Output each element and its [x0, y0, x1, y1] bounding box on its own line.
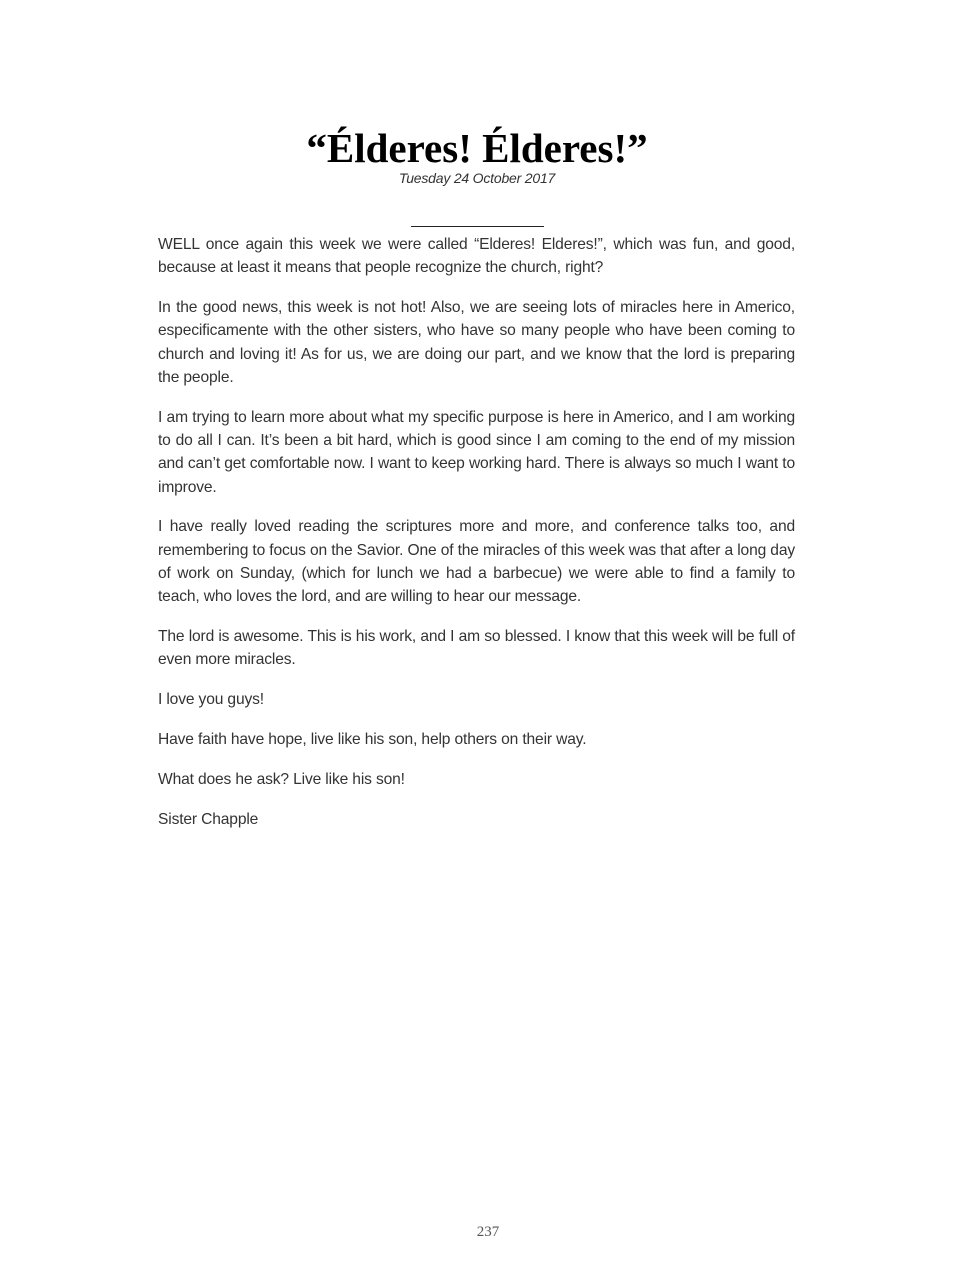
paragraph: I love you guys! — [158, 691, 264, 709]
paragraph: I am trying to learn more about what my specific purpose is here in Americo, and I am working to do all I can. It’s been a bit hard, which is good since I am coming to the end of my mission and can’t get comfortable now. I want to keep working hard. There is always so much I want to improve. — [158, 408, 795, 496]
signature: Sister Chapple — [158, 810, 259, 828]
paragraph: I have really loved reading the scriptures more and more, and conference talks too, and remembering to focus on the Savior. One of the miracles of this week was that after a long day of work on Sunday, (which for lunch we had a barbecue) we were able to find a family to teach, who loves the lord, and are willing to hear our message. — [158, 518, 795, 606]
paragraph: What does he ask? Live like his son! — [158, 770, 405, 788]
letter-body — [158, 233, 795, 847]
paragraph: In the good news, this week is not hot! Also, we are seeing lots of miracles here in Americo, especificamente with the other sisters, who have so many people who have been coming to church and loving it! As for us, we are doing our part, and we know that the lord is preparing the people. — [158, 299, 795, 386]
paragraph: The lord is awesome. This is his work, and I am so blessed. I know that this week will be full of even more miracles. — [158, 628, 795, 669]
paragraph: WELL once again this week we were called “Elderes! Elderes!”, which was fun, and good, because at least it means that people recognize the church, right? — [158, 236, 795, 277]
title-divider — [411, 226, 544, 227]
post-date: Tuesday 24 October 2017 — [398, 170, 556, 186]
paragraph: Have faith have hope, live like his son, help others on their way. — [158, 731, 587, 749]
page-title: “Élderes! Élderes!” — [306, 125, 648, 171]
page-number: 237 — [476, 1224, 500, 1240]
